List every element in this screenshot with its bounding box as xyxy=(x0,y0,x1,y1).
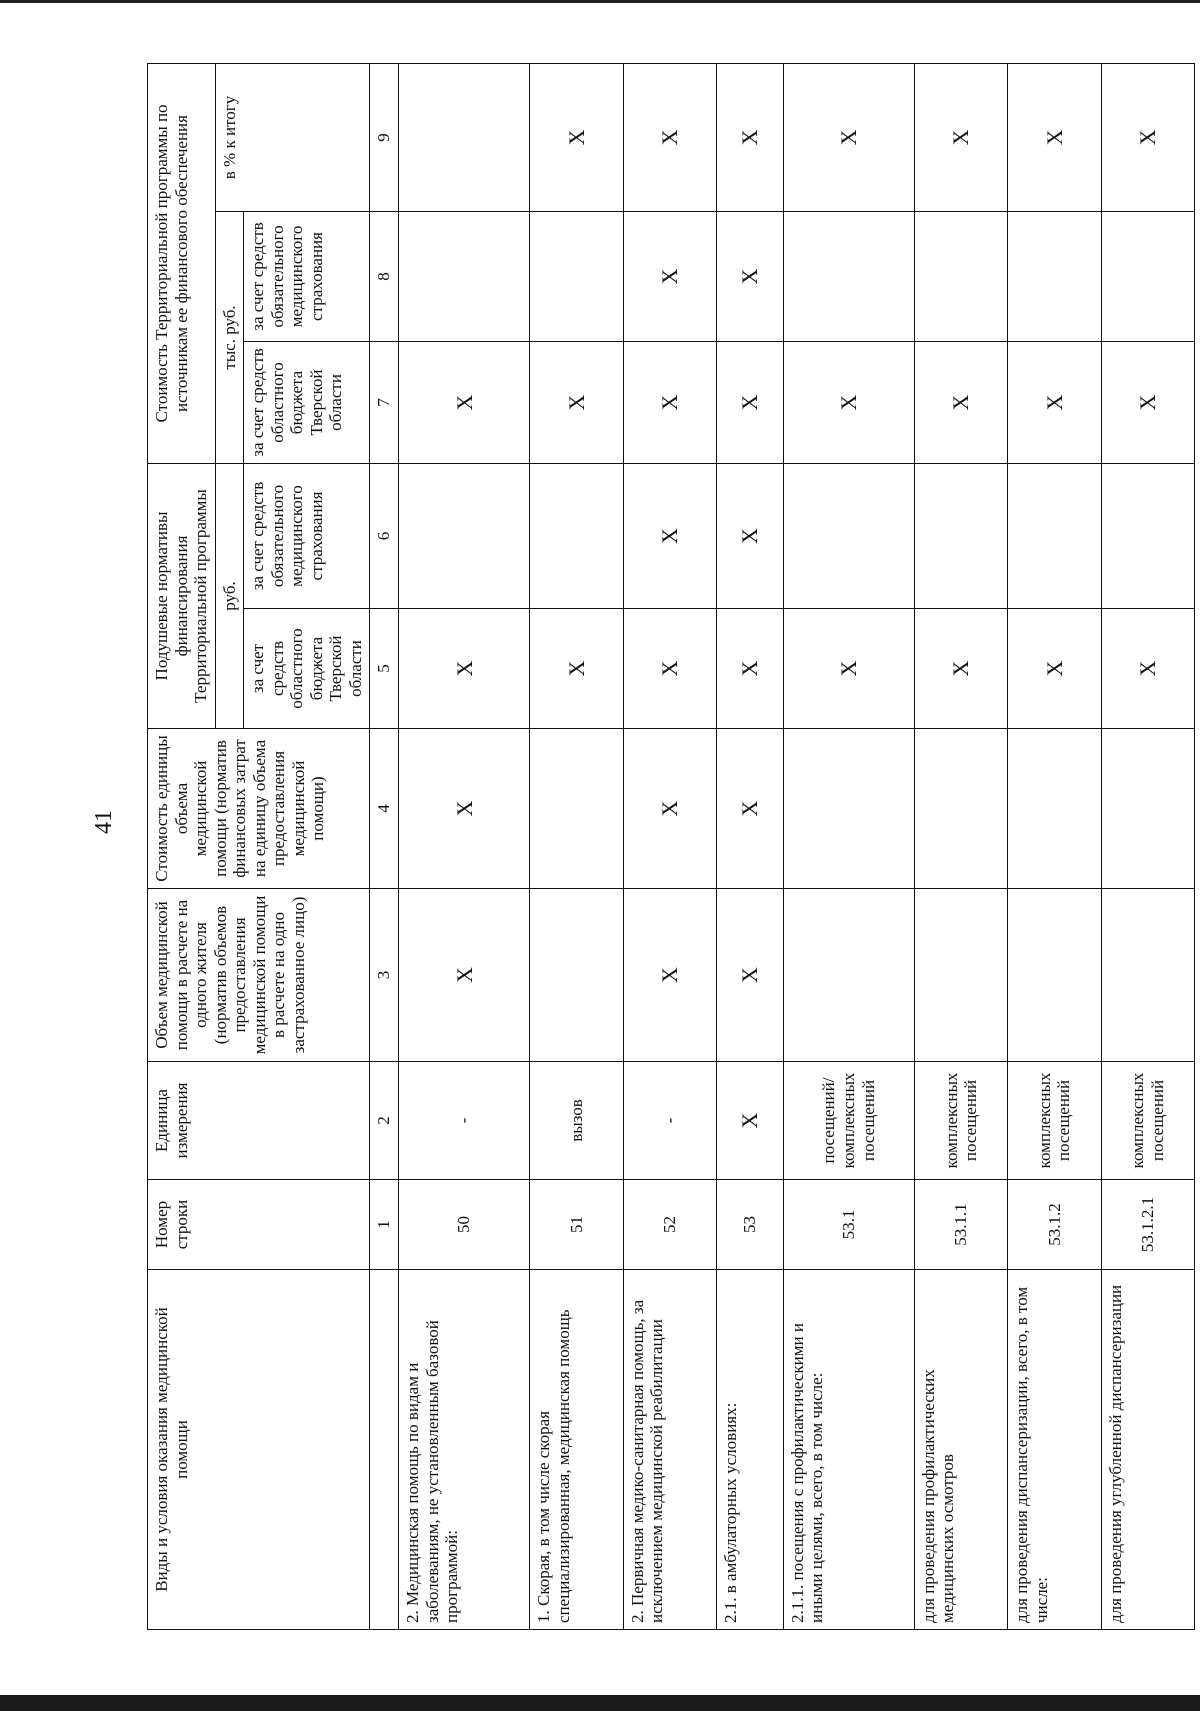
table-row xyxy=(623,63,716,1629)
cell-norm-oms: X xyxy=(623,463,716,608)
cell-cost-percent: X xyxy=(1008,63,1101,211)
row-unit: - xyxy=(623,1062,716,1180)
row-unit: X xyxy=(717,1062,784,1180)
cell-cost-percent: X xyxy=(914,63,1007,211)
row-number: 51 xyxy=(530,1180,623,1270)
cell-norm-budget: X xyxy=(717,609,784,729)
cell-volume xyxy=(914,889,1007,1062)
row-number: 53.1.2 xyxy=(1008,1180,1101,1270)
table-row xyxy=(530,63,623,1629)
column-number: 5 xyxy=(370,609,399,729)
row-number: 53.1.1 xyxy=(914,1180,1007,1270)
cell-cost-oms: X xyxy=(717,211,784,341)
row-unit: посещений/ комплексных посещений xyxy=(783,1062,914,1180)
rotated-table-container xyxy=(147,64,1195,1630)
cell-norm-oms xyxy=(914,463,1007,608)
scan-edge-top xyxy=(0,0,1200,3)
cell-cost-percent: X xyxy=(623,63,716,211)
column-numbers-row xyxy=(370,63,399,1629)
scan-edge-bottom xyxy=(0,1695,1200,1711)
cell-cost-oms xyxy=(914,211,1007,341)
cell-cost-budget: X xyxy=(623,341,716,463)
cell-cost-budget: X xyxy=(783,341,914,463)
header-row-1 xyxy=(148,63,216,1629)
cell-cost-oms xyxy=(399,211,530,341)
header-cost-budget: за счет средств областного бюджета Тверской области xyxy=(244,341,370,463)
row-number: 53.1 xyxy=(783,1180,914,1270)
cell-norm-oms xyxy=(530,463,623,608)
table-row xyxy=(399,63,530,1629)
cell-cost-budget: X xyxy=(1101,341,1194,463)
header-per-capita-norms: Подушевые нормативы финансирования Территориальной программы xyxy=(148,463,216,728)
column-number: 2 xyxy=(370,1062,399,1180)
cell-cost-oms xyxy=(1101,211,1194,341)
row-unit: комплексных посещений xyxy=(1008,1062,1101,1180)
row-number: 53 xyxy=(717,1180,784,1270)
cell-volume: X xyxy=(623,889,716,1062)
cell-unit-cost xyxy=(1101,729,1194,889)
header-norm-budget: за счет средств областного бюджета Тверской области xyxy=(244,609,370,729)
header-unit: Единица измерения xyxy=(148,1062,370,1180)
cell-cost-oms: X xyxy=(623,211,716,341)
cell-cost-percent: X xyxy=(530,63,623,211)
row-number: 50 xyxy=(399,1180,530,1270)
cell-unit-cost: X xyxy=(623,729,716,889)
column-number: 9 xyxy=(370,63,399,211)
row-number: 52 xyxy=(623,1180,716,1270)
row-number: 53.1.2.1 xyxy=(1101,1180,1194,1270)
cell-cost-oms xyxy=(530,211,623,341)
row-label: 2.1. в амбулаторных условиях: xyxy=(717,1270,784,1630)
cell-norm-oms xyxy=(783,463,914,608)
table-row xyxy=(914,63,1007,1629)
header-cost-unit: тыс. руб. xyxy=(215,211,244,463)
cell-norm-oms xyxy=(1008,463,1101,608)
cell-volume xyxy=(783,889,914,1062)
cell-unit-cost xyxy=(1008,729,1101,889)
column-number: 8 xyxy=(370,211,399,341)
table-row xyxy=(783,63,914,1629)
cell-unit-cost xyxy=(914,729,1007,889)
row-unit: - xyxy=(399,1062,530,1180)
cell-norm-oms xyxy=(1101,463,1194,608)
row-label: 2. Медицинская помощь по видам и заболеваниям, не установленным базовой программой: xyxy=(399,1270,530,1630)
header-cost-oms: за счет средств обязательного медицинского страхования xyxy=(244,211,370,341)
cell-cost-budget: X xyxy=(399,341,530,463)
column-number: 3 xyxy=(370,889,399,1062)
table-row xyxy=(717,63,784,1629)
cell-norm-budget: X xyxy=(530,609,623,729)
row-label: для проведения диспансеризации, всего, в том числе: xyxy=(1008,1270,1101,1630)
header-norm-unit: руб. xyxy=(215,463,244,728)
row-unit: комплексных посещений xyxy=(914,1062,1007,1180)
page-number: 41 xyxy=(91,810,117,834)
cell-cost-percent: X xyxy=(1101,63,1194,211)
cell-volume: X xyxy=(717,889,784,1062)
cell-norm-budget: X xyxy=(914,609,1007,729)
cell-norm-oms xyxy=(399,463,530,608)
cell-norm-budget: X xyxy=(1101,609,1194,729)
column-number: 4 xyxy=(370,729,399,889)
cell-cost-budget: X xyxy=(914,341,1007,463)
cell-unit-cost xyxy=(783,729,914,889)
financing-table xyxy=(147,63,1195,1630)
cell-cost-percent: X xyxy=(717,63,784,211)
table-row xyxy=(1101,63,1194,1629)
row-label: 1. Скорая, в том числе скорая специализированная, медицинская помощь xyxy=(530,1270,623,1630)
cell-norm-budget: X xyxy=(783,609,914,729)
cell-volume xyxy=(1101,889,1194,1062)
row-label: для проведения профилактических медицинских осмотров xyxy=(914,1270,1007,1630)
cell-cost-percent: X xyxy=(783,63,914,211)
header-norm-oms: за счет средств обязательного медицинского страхования xyxy=(244,463,370,608)
row-unit: комплексных посещений xyxy=(1101,1062,1194,1180)
table-row xyxy=(1008,63,1101,1629)
column-number: 1 xyxy=(370,1180,399,1270)
cell-cost-budget: X xyxy=(530,341,623,463)
header-volume: Объем медицинской помощи в расчете на одного жителя (норматив объемов предоставления медицинской помощи в расчете на одно застрахованное лицо) xyxy=(148,889,370,1062)
header-unit-cost: Стоимость единицы объема медицинской помощи (норматив финансовых затрат на единицу объема предоставления медицинской помощи) xyxy=(148,729,370,889)
cell-unit-cost: X xyxy=(399,729,530,889)
column-number xyxy=(370,1270,399,1630)
row-label: 2.1.1. посещения с профилактическими и иными целями, всего, в том числе: xyxy=(783,1270,914,1630)
cell-volume xyxy=(1008,889,1101,1062)
cell-volume xyxy=(530,889,623,1062)
header-kinds: Виды и условия оказания медицинской помощи xyxy=(148,1270,370,1630)
cell-cost-percent xyxy=(399,63,530,211)
cell-unit-cost: X xyxy=(717,729,784,889)
row-label: 2. Первичная медико-санитарная помощь, за исключением медицинской реабилитации xyxy=(623,1270,716,1630)
cell-norm-budget: X xyxy=(1008,609,1101,729)
cell-volume: X xyxy=(399,889,530,1062)
cell-norm-budget: X xyxy=(399,609,530,729)
cell-cost-oms xyxy=(783,211,914,341)
cell-norm-oms: X xyxy=(717,463,784,608)
cell-cost-oms xyxy=(1008,211,1101,341)
cell-cost-budget: X xyxy=(717,341,784,463)
header-cost-percent: в % к итогу xyxy=(215,63,370,211)
cell-cost-budget: X xyxy=(1008,341,1101,463)
column-number: 7 xyxy=(370,341,399,463)
column-number: 6 xyxy=(370,463,399,608)
cell-unit-cost xyxy=(530,729,623,889)
cell-norm-budget: X xyxy=(623,609,716,729)
header-program-cost: Стоимость Территориальной программы по источникам ее финансового обеспечения xyxy=(148,63,216,463)
header-row-number: Номер строки xyxy=(148,1180,370,1270)
row-label: для проведения углубленной диспансеризации xyxy=(1101,1270,1194,1630)
row-unit: вызов xyxy=(530,1062,623,1180)
